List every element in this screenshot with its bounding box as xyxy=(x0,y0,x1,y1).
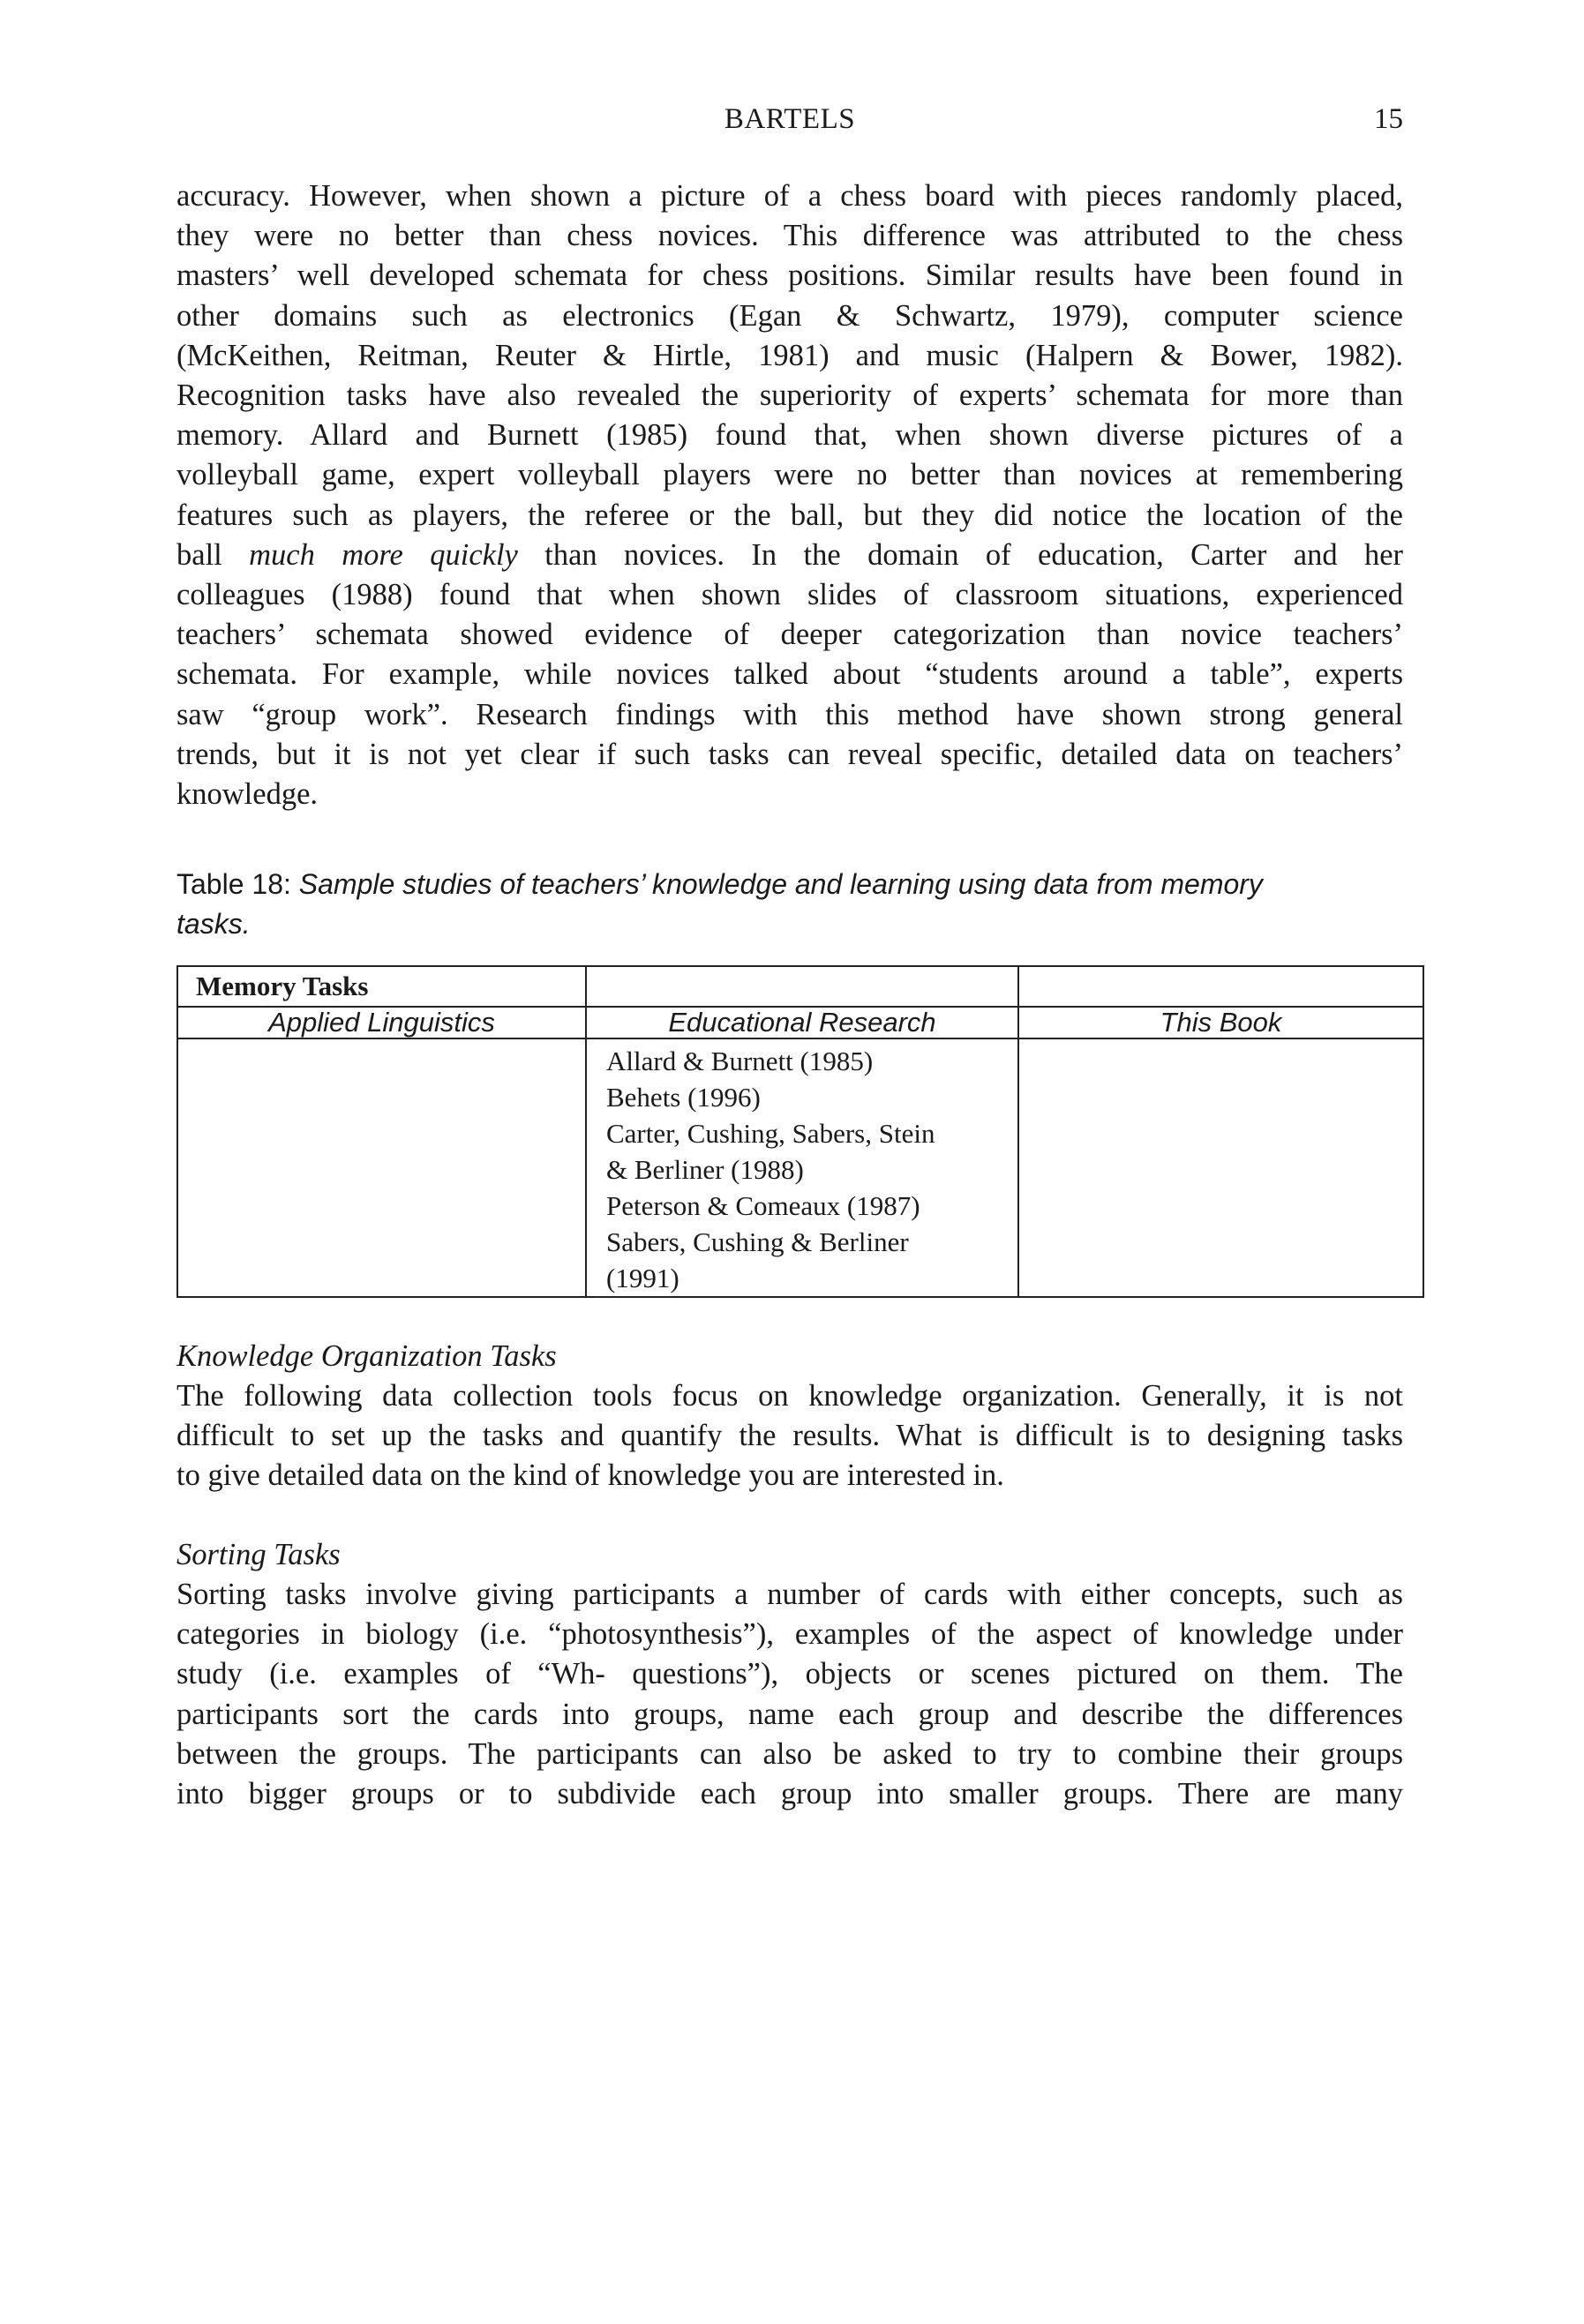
running-head: BARTELS xyxy=(724,103,856,135)
section-heading: Sorting Tasks xyxy=(176,1538,341,1571)
column-header-this-book: This Book xyxy=(1018,1007,1423,1038)
memory-tasks-table xyxy=(176,965,1424,1298)
reference-list xyxy=(587,1039,1017,1296)
text-line: knowledge. xyxy=(176,777,319,812)
emphasis-text: much more quickly xyxy=(249,537,518,572)
table-title-cell xyxy=(177,966,586,1007)
text-line: schemata. For example, while novices talked about “students around a table”, experts xyxy=(176,657,1403,692)
text-line: saw “group work”. Research findings with this method have shown strong general xyxy=(176,697,1403,731)
text-line: masters’ well developed schemata for chess positions. Similar results have been found in xyxy=(176,259,1403,293)
table-caption-text: Sample studies of teachers’ knowledge and learning using data from memory xyxy=(298,868,1263,900)
text-line: accuracy. However, when shown a picture of a chess board with pieces randomly placed, xyxy=(176,179,1403,213)
text-line: they were no better than chess novices. This difference was attributed to the chess xyxy=(176,219,1403,253)
table-caption xyxy=(176,865,1403,944)
educational-research-cell xyxy=(586,1038,1018,1297)
text-line-with-emphasis xyxy=(176,536,1403,575)
table-row xyxy=(177,1038,1423,1297)
list-item: Carter, Cushing, Sabers, Stein xyxy=(606,1118,935,1149)
section-heading: Knowledge Organization Tasks xyxy=(176,1339,557,1373)
text-line: categories in biology (i.e. “photosynthesis”), examples of the aspect of knowledge under xyxy=(176,1617,1403,1652)
section-knowledge-organization xyxy=(176,1337,1403,1496)
text-line: features such as players, the referee or the ball, but they did notice the location of the xyxy=(176,498,1403,532)
text-line: The following data collection tools focus on knowledge organization. Generally, it is not xyxy=(176,1379,1403,1413)
text-line: study (i.e. examples of “Wh- questions”), objects or scenes pictured on them. The xyxy=(176,1657,1403,1691)
column-header-educational-research: Educational Research xyxy=(586,1007,1018,1038)
text-run: than novices. In the domain of education, Carter and her xyxy=(517,537,1403,572)
table-caption-label: Table 18: xyxy=(176,868,299,900)
page-header xyxy=(176,97,1403,141)
section-sorting-tasks xyxy=(176,1535,1403,1814)
this-book-cell xyxy=(1018,1038,1423,1297)
table-title-row xyxy=(177,966,1423,1007)
list-item: Allard & Burnett (1985) xyxy=(606,1046,874,1076)
text-line: colleagues (1988) found that when shown slides of classroom situations, experienced xyxy=(176,578,1403,612)
table-header-row xyxy=(177,1007,1423,1038)
table-caption-text: tasks. xyxy=(176,908,251,940)
table-empty-cell xyxy=(1018,966,1423,1007)
page-number: 15 xyxy=(1374,103,1403,135)
text-run: ball xyxy=(176,537,250,572)
list-item: & Berliner (1988) xyxy=(606,1154,804,1185)
list-item: Sabers, Cushing & Berliner xyxy=(606,1226,909,1257)
text-line: teachers’ schemata showed evidence of deeper categorization than novice teachers’ xyxy=(176,618,1403,652)
text-line: participants sort the cards into groups, name each group and describe the differences xyxy=(176,1697,1403,1731)
text-line: memory. Allard and Burnett (1985) found that, when shown diverse pictures of a xyxy=(176,418,1403,453)
text-line: Recognition tasks have also revealed the superiority of experts’ schemata for more than xyxy=(176,379,1403,413)
text-line: trends, but it is not yet clear if such tasks can reveal specific, detailed data on teachers’ xyxy=(176,737,1403,771)
list-item: Behets (1996) xyxy=(606,1082,761,1113)
text-line: between the groups. The participants can also be asked to try to combine their groups xyxy=(176,1736,1403,1771)
text-line: to give detailed data on the kind of knowledge you are interested in. xyxy=(176,1458,1004,1493)
table-title: Memory Tasks xyxy=(196,971,369,1001)
body-paragraph-1 xyxy=(176,176,1403,814)
text-line: Sorting tasks involve giving participants a number of cards with either concepts, such as xyxy=(176,1578,1403,1611)
list-item: (1991) xyxy=(606,1263,679,1293)
table-empty-cell xyxy=(586,966,1018,1007)
list-item: Peterson & Comeaux (1987) xyxy=(606,1190,920,1221)
text-line: volleyball game, expert volleyball players were no better than novices at remembering xyxy=(176,458,1403,492)
text-line: into bigger groups or to subdivide each group into smaller groups. There are many xyxy=(176,1777,1403,1811)
applied-linguistics-cell xyxy=(177,1038,586,1297)
text-line: other domains such as electronics (Egan & Schwartz, 1979), computer science xyxy=(176,298,1403,333)
text-line: difficult to set up the tasks and quantify the results. What is difficult is to designing tasks xyxy=(176,1419,1403,1453)
column-header-applied-linguistics: Applied Linguistics xyxy=(177,1007,586,1038)
text-line: (McKeithen, Reitman, Reuter & Hirtle, 1981) and music (Halpern & Bower, 1982). xyxy=(176,338,1403,372)
